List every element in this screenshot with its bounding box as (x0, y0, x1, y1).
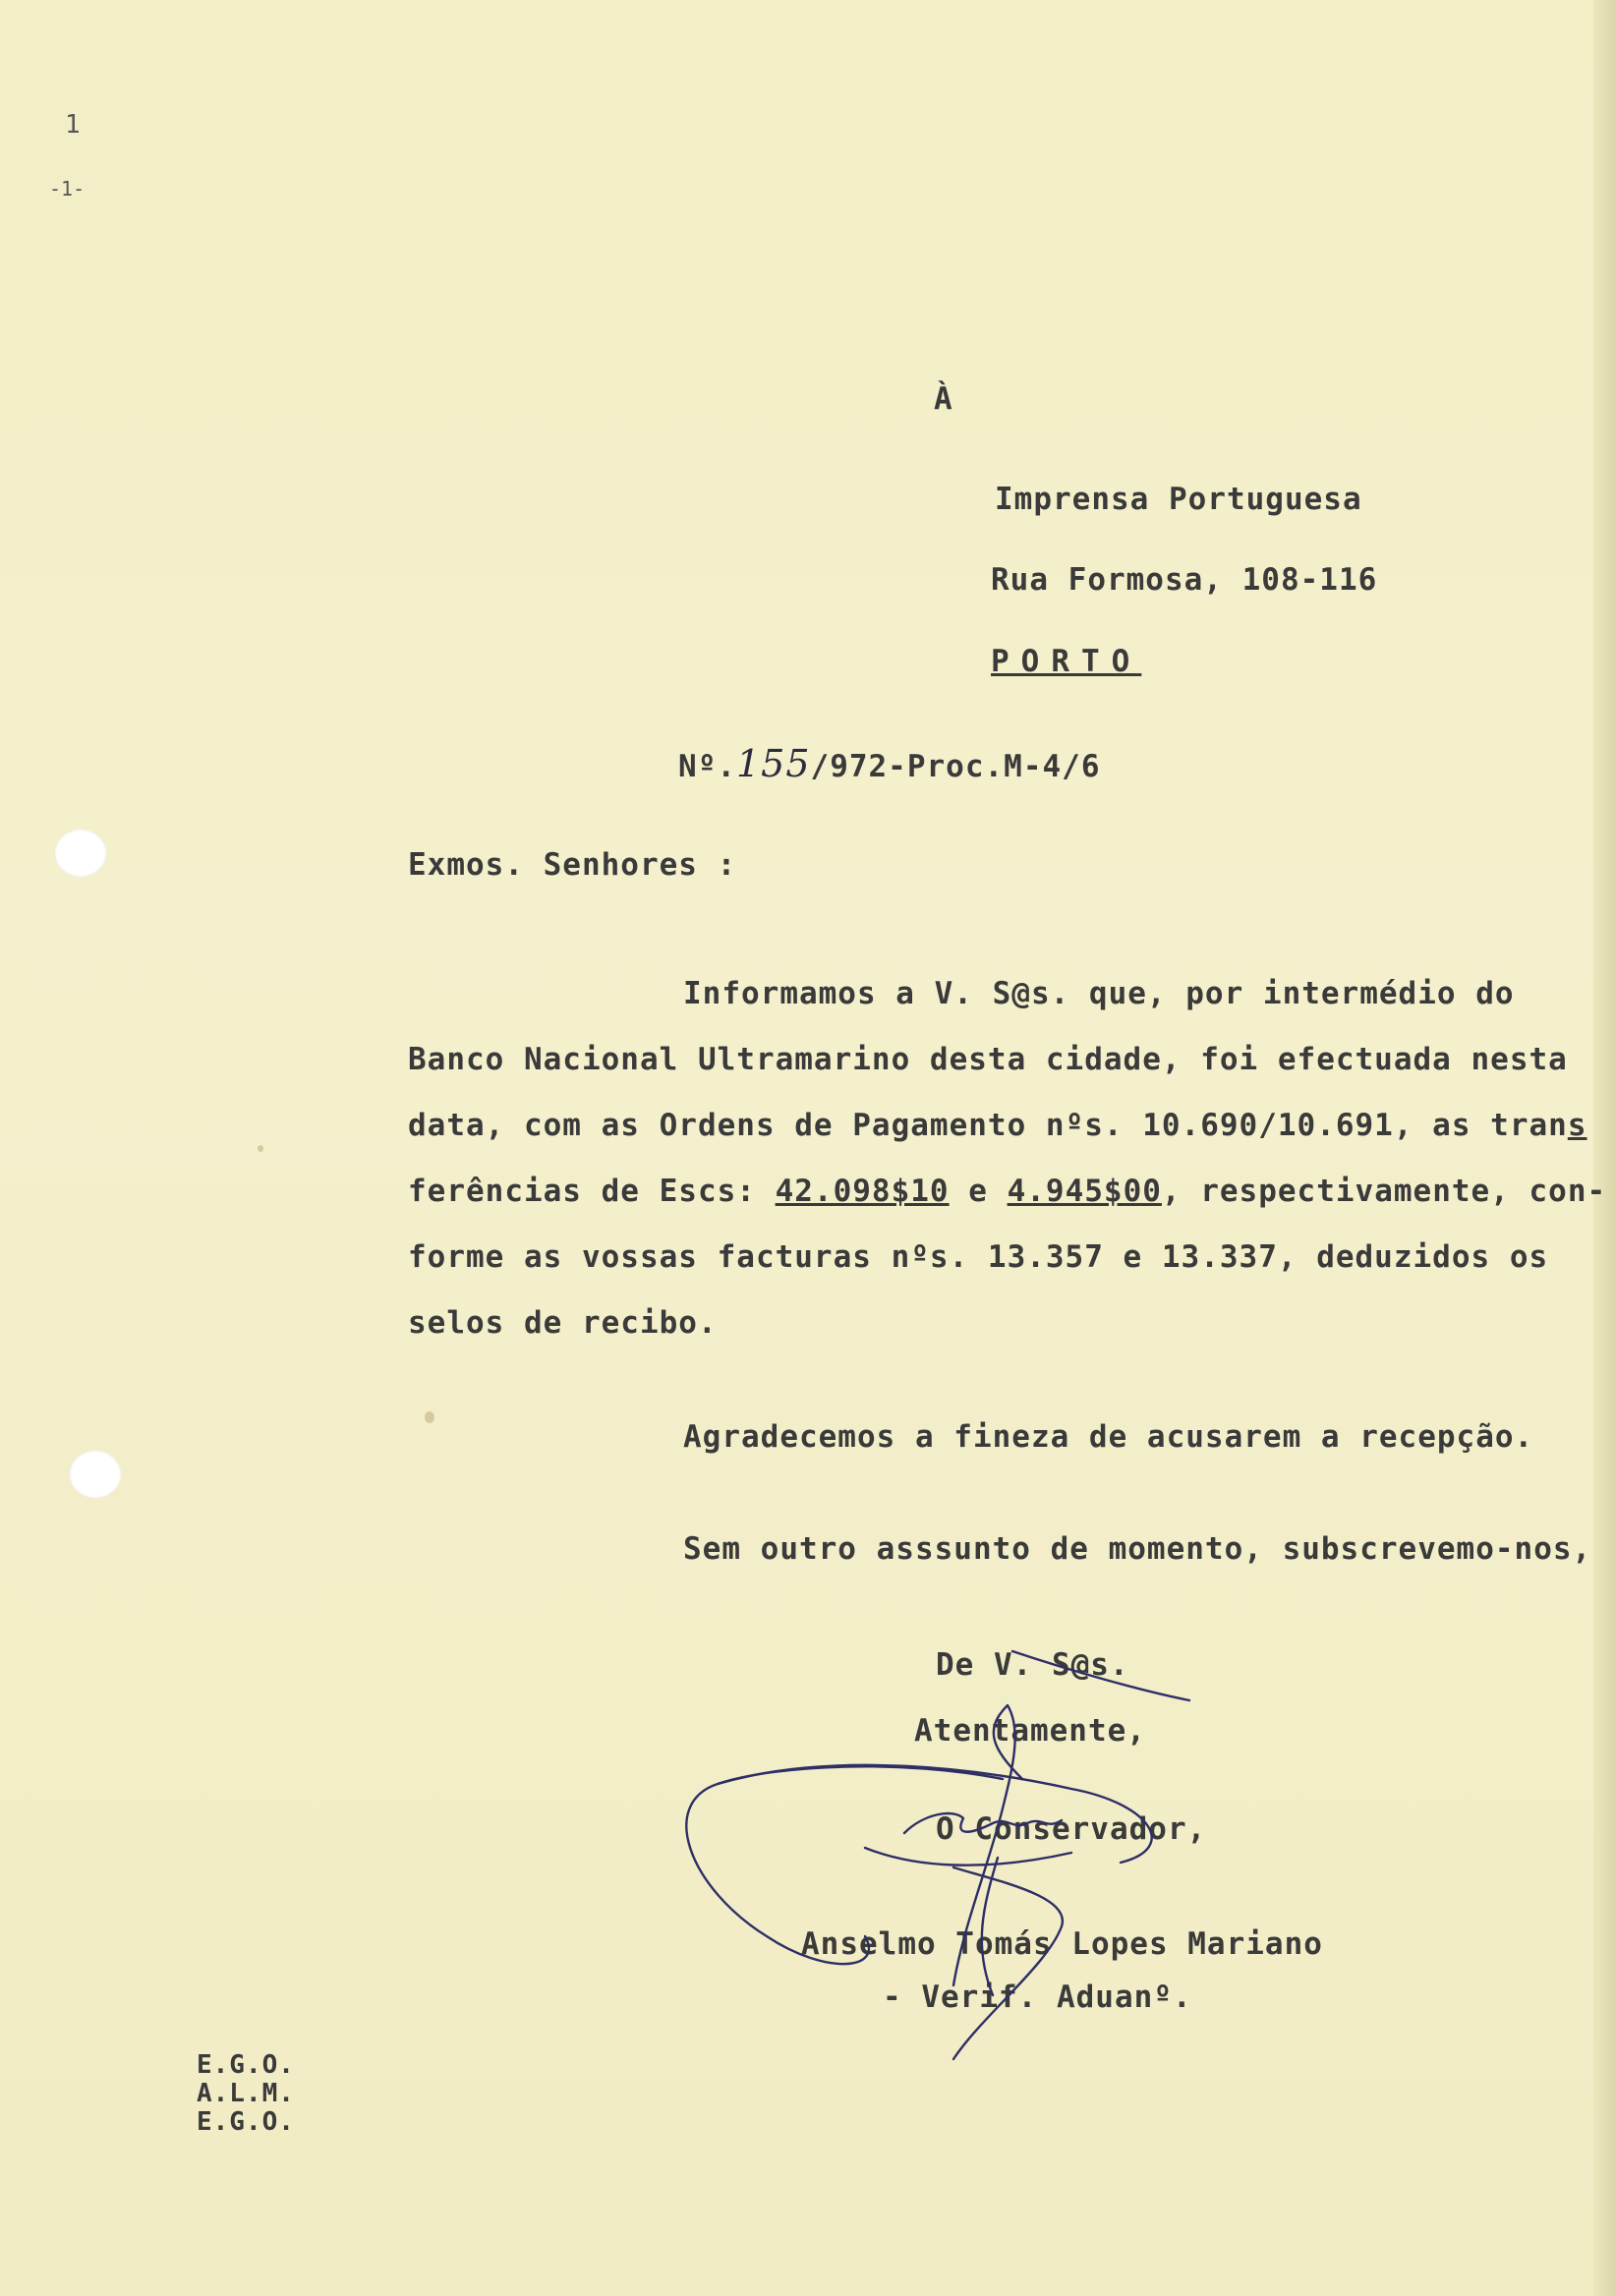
punch-hole-top (54, 829, 107, 878)
salutation: Exmos. Senhores : (408, 847, 737, 883)
amount-2: 4.945$00 (1007, 1174, 1162, 1209)
punch-hole-bottom (69, 1450, 122, 1499)
body-line-3-typo: s (1567, 1108, 1587, 1143)
signature-stroke (953, 1705, 1022, 1985)
initials-1: E.G.O. (197, 2050, 295, 2080)
body-line-5: forme as vossas facturas nºs. 13.357 e 13.337, deduzidos os (408, 1239, 1549, 1275)
body-line-3 (408, 1108, 1587, 1143)
addressee-city: PORTO (991, 644, 1142, 679)
thanks-line: Agradecemos a fineza de acusarem a recepção. (683, 1419, 1534, 1455)
addressee-prefix: À (934, 381, 953, 417)
signature-stroke (865, 1848, 1071, 1866)
signer-name: Anselmo Tomás Lopes Mariano (801, 1926, 1323, 1962)
paper-stain (425, 1411, 434, 1423)
body-line-1: Informamos a V. S@s. que, por intermédio do (683, 976, 1515, 1011)
signature-closing: Atentamente, (914, 1713, 1146, 1749)
reference-suffix: /972-Proc.M-4/6 (810, 749, 1101, 784)
signature-stroke (953, 1867, 1063, 2059)
margin-mark-1: 1 (65, 110, 81, 140)
paper-edge (1593, 0, 1615, 2296)
signature-stroke (904, 1813, 1062, 1833)
reference-handwritten-number: 155 (736, 742, 811, 785)
body-line-4 (408, 1174, 1606, 1209)
body-line-3-text: data, com as Ordens de Pagamento nºs. 10.690/10.691, as tran (408, 1108, 1568, 1143)
initials-3: E.G.O. (197, 2107, 295, 2137)
handwritten-signature (659, 1612, 1209, 2084)
signature-greeting: De V. S@s. (936, 1647, 1129, 1683)
body-line-2: Banco Nacional Ultramarino desta cidade, foi efectuada nesta (408, 1042, 1568, 1077)
margin-mark-2: -1- (49, 177, 86, 201)
signer-role: O Conservador, (936, 1811, 1207, 1847)
signature-stroke (1012, 1651, 1189, 1700)
closing-line: Sem outro asssunto de momento, subscrevemo-nos, (683, 1531, 1592, 1567)
reference-line (678, 742, 1101, 785)
reference-prefix: Nº. (678, 749, 736, 784)
amount-1: 42.098$10 (775, 1174, 950, 1209)
body-line-4-start: ferências de Escs: (408, 1174, 776, 1209)
addressee-street: Rua Formosa, 108-116 (991, 562, 1378, 598)
addressee-name: Imprensa Portuguesa (995, 482, 1362, 517)
signer-title: - Verif. Aduanº. (883, 1980, 1192, 2015)
signature-stroke (718, 1765, 1152, 1863)
body-line-4-end: , respectivamente, con- (1161, 1174, 1607, 1209)
body-line-6: selos de recibo. (408, 1305, 718, 1341)
paper-stain (258, 1145, 263, 1152)
body-line-4-mid: e (949, 1174, 1008, 1209)
initials-2: A.L.M. (197, 2079, 295, 2108)
